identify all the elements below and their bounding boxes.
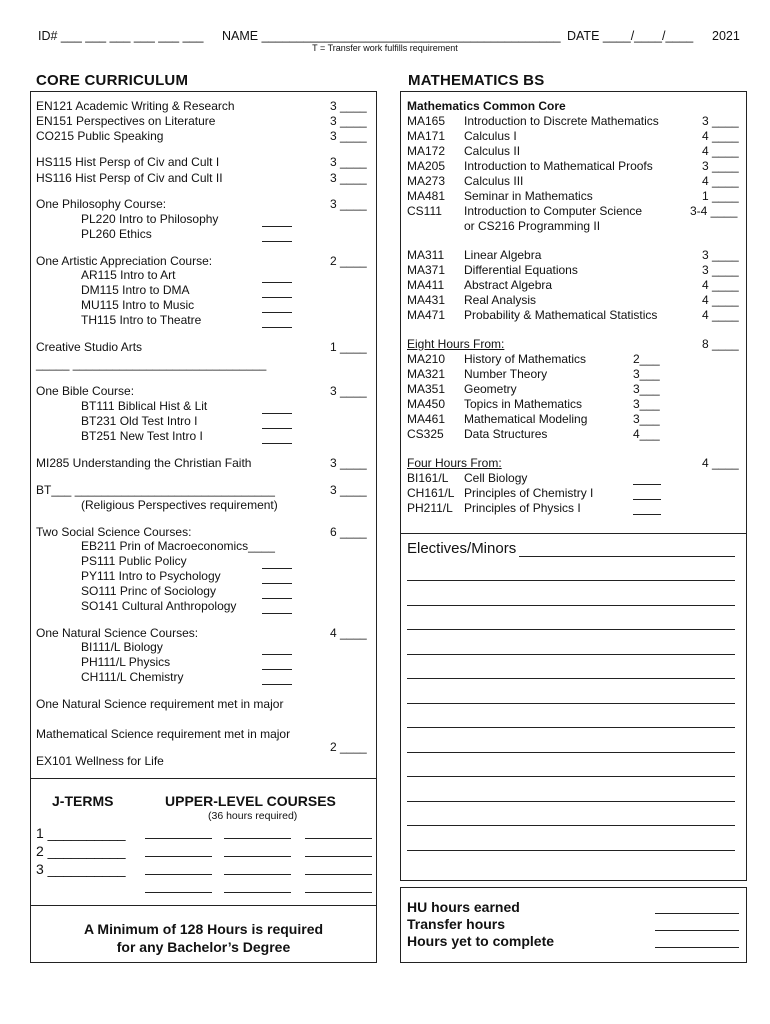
core-row: AR115 Intro to Art — [81, 268, 176, 282]
math-course-name: or CS216 Programming II — [464, 219, 601, 233]
credit-field[interactable]: 3 ____ — [330, 384, 367, 398]
electives-label: Electives/Minors — [407, 540, 517, 557]
four-hours-title: Four Hours From: — [407, 456, 502, 470]
math-course-name: Calculus I — [464, 129, 517, 143]
core-row: HS116 Hist Persp of Civ and Cult II — [36, 171, 223, 185]
upper-level-course-blank[interactable] — [305, 856, 372, 857]
math-course-code: MA273 — [407, 174, 446, 188]
elective-blank[interactable] — [407, 580, 735, 581]
math-credit-field[interactable]: 3___ — [633, 397, 660, 411]
elective-blank[interactable] — [407, 605, 735, 606]
course-blank[interactable] — [262, 598, 292, 599]
math-credit-field[interactable]: 3 ____ — [702, 263, 739, 277]
math-course-name: Calculus III — [464, 174, 524, 188]
credit-field[interactable]: 4 ____ — [330, 626, 367, 640]
core-row: CH111/L Chemistry — [81, 670, 184, 684]
math-credit-field[interactable]: 3___ — [633, 412, 660, 426]
core-row: TH115 Intro to Theatre — [81, 313, 202, 327]
math-course-code: MA471 — [407, 308, 446, 322]
math-course-name: Real Analysis — [464, 293, 537, 307]
core-row: One Philosophy Course: — [36, 197, 167, 211]
math-course-name: Differential Equations — [464, 263, 578, 277]
core-row: HS115 Hist Persp of Civ and Cult I — [36, 155, 220, 169]
core-row: Two Social Science Courses: — [36, 525, 192, 539]
core-row: SO141 Cultural Anthropology — [81, 599, 237, 613]
eight-hours-credit[interactable]: 8 ____ — [702, 337, 739, 351]
math-course-code: MA431 — [407, 293, 446, 307]
course-blank[interactable] — [262, 613, 292, 614]
math-course-code: CS111 — [407, 204, 442, 218]
core-row: PH111/L Physics — [81, 655, 171, 669]
math-course-code: MA321 — [407, 367, 446, 381]
upper-level-course-blank[interactable] — [145, 856, 212, 857]
math-credit-field[interactable]: 3 ____ — [702, 159, 739, 173]
upper-level-course-blank[interactable] — [305, 838, 372, 839]
math-course-name: Introduction to Mathematical Proofs — [464, 159, 653, 173]
upper-level-course-blank[interactable] — [224, 838, 291, 839]
transfer-note: T = Transfer work fulfills requirement — [312, 43, 458, 53]
course-blank[interactable] — [262, 654, 292, 655]
core-row: EN151 Perspectives on Literature — [36, 114, 216, 128]
elective-blank[interactable] — [407, 727, 735, 728]
math-credit-field[interactable]: 4 ____ — [702, 308, 739, 322]
math-course-code: MA210 — [407, 352, 446, 366]
course-blank[interactable] — [262, 282, 292, 283]
math-course-code: MA461 — [407, 412, 446, 426]
upper-level-title: UPPER-LEVEL COURSES — [165, 793, 336, 809]
course-blank[interactable] — [262, 684, 292, 685]
core-row: BI111/L Biology — [81, 640, 163, 654]
core-row: One Bible Course: — [36, 384, 135, 398]
four-hours-course-blank[interactable] — [633, 514, 661, 515]
hours-labels — [407, 899, 554, 950]
math-course-code: CH161/L — [407, 486, 455, 500]
math-credit-field[interactable]: 3___ — [633, 382, 660, 396]
math-course-code: MA205 — [407, 159, 446, 173]
math-credit-field[interactable]: 4 ____ — [702, 278, 739, 292]
credit-field[interactable]: 3 ____ — [330, 197, 367, 211]
date-field[interactable]: DATE ____/____/____ — [567, 29, 694, 43]
transfer-hours-field[interactable] — [655, 930, 739, 931]
math-course-code: MA171 — [407, 129, 446, 143]
course-blank[interactable] — [262, 568, 292, 569]
math-course-name: History of Mathematics — [464, 352, 587, 366]
course-blank[interactable] — [262, 413, 292, 414]
course-blank[interactable] — [262, 312, 292, 313]
math-credit-field[interactable]: 4 ____ — [702, 144, 739, 158]
elective-blank[interactable] — [407, 801, 735, 802]
credit-field[interactable]: 1 ____ — [330, 340, 367, 354]
hours-yet-field[interactable] — [655, 947, 739, 948]
math-common-core-title: Mathematics Common Core — [407, 99, 566, 113]
elective-blank[interactable] — [407, 776, 735, 777]
footer-divider — [30, 905, 377, 906]
core-divider — [30, 778, 377, 779]
upper-level-course-blank[interactable] — [224, 892, 291, 893]
math-credit-field[interactable]: 3 ____ — [702, 248, 739, 262]
core-row: EN121 Academic Writing & Research — [36, 99, 235, 113]
credit-field[interactable]: 3 ____ — [330, 171, 367, 185]
math-course-name: Data Structures — [464, 427, 548, 441]
core-row: BT231 Old Test Intro I — [81, 414, 198, 428]
electives-divider — [400, 533, 747, 534]
core-row: PL260 Ethics — [81, 227, 152, 241]
math-course-code: MA411 — [407, 278, 445, 292]
credit-field[interactable]: 2 ____ — [330, 254, 367, 268]
math-credit-field[interactable]: 3-4 ____ — [690, 204, 738, 218]
math-course-name: Mathematical Modeling — [464, 412, 588, 426]
math-credit-field[interactable]: 3___ — [633, 367, 660, 381]
course-blank[interactable] — [262, 327, 292, 328]
math-course-name: Geometry — [464, 382, 517, 396]
core-row: PS111 Public Policy — [81, 554, 187, 568]
math-course-code: CS325 — [407, 427, 444, 441]
math-course-name: Topics in Mathematics — [464, 397, 583, 411]
four-hours-course-blank[interactable] — [633, 484, 661, 485]
core-row: Creative Studio Arts — [36, 340, 143, 354]
upper-level-course-blank[interactable] — [224, 856, 291, 857]
math-course-name: Principles of Chemistry I — [464, 486, 594, 500]
course-blank[interactable] — [262, 583, 292, 584]
elective-blank[interactable] — [407, 678, 735, 679]
credit-field[interactable]: 3 ____ — [330, 99, 367, 113]
math-course-name: Principles of Physics I — [464, 501, 581, 515]
core-row: One Artistic Appreciation Course: — [36, 254, 213, 268]
upper-level-subtitle: (36 hours required) — [208, 810, 298, 822]
transfer-hours-label: Transfer hours — [407, 916, 506, 932]
four-hours-course-blank[interactable] — [633, 499, 661, 500]
core-row: _____ _____________________________ — [36, 357, 267, 371]
core-row: MU115 Intro to Music — [81, 298, 195, 312]
elective-blank[interactable] — [407, 825, 735, 826]
core-row: BT111 Biblical Hist & Lit — [81, 399, 208, 413]
math-course-name: Introduction to Discrete Mathematics — [464, 114, 659, 128]
credit-field[interactable]: 6 ____ — [330, 525, 367, 539]
core-row: PL220 Intro to Philosophy — [81, 212, 219, 226]
eight-hours-title: Eight Hours From: — [407, 337, 505, 351]
year-label: 2021 — [712, 29, 740, 43]
hu-hours-earned-field[interactable] — [655, 913, 739, 914]
upper-level-course-blank[interactable] — [145, 874, 212, 875]
math-course-code: MA351 — [407, 382, 446, 396]
j-term-3[interactable]: 3 __________ — [36, 861, 126, 877]
mathematics-bs-title: MATHEMATICS BS — [408, 72, 545, 89]
math-credit-field[interactable]: 2___ — [633, 352, 660, 366]
credit-field[interactable]: 3 ____ — [330, 114, 367, 128]
j-terms-title: J-TERMS — [52, 793, 114, 809]
j-term-2[interactable]: 2 __________ — [36, 843, 126, 859]
j-term-1[interactable]: 1 __________ — [36, 825, 126, 841]
core-row: SO111 Princ of Sociology — [81, 584, 216, 598]
elective-blank[interactable] — [407, 629, 735, 630]
core-row: PY111 Intro to Psychology — [81, 569, 221, 583]
credit-field[interactable]: 3 ____ — [330, 129, 367, 143]
elective-blank[interactable] — [407, 850, 735, 851]
math-course-name: Linear Algebra — [464, 248, 542, 262]
minimum-hours-line-2: for any Bachelor’s Degree — [116, 939, 291, 955]
elective-blank[interactable] — [407, 654, 735, 655]
math-credit-field[interactable]: 1 ____ — [702, 189, 739, 203]
math-course-code: MA481 — [407, 189, 446, 203]
math-credit-field[interactable]: 4 ____ — [702, 174, 739, 188]
math-course-code: MA311 — [407, 248, 445, 262]
minimum-hours-line-1: A Minimum of 128 Hours is required — [83, 921, 324, 937]
j-terms-list — [36, 824, 126, 878]
elective-blank[interactable] — [407, 752, 735, 753]
core-row: Mathematical Science requirement met in major — [36, 727, 291, 741]
upper-level-course-blank[interactable] — [145, 838, 212, 839]
core-row: EB211 Prin of Macroeconomics____ — [81, 539, 275, 553]
upper-level-course-blank[interactable] — [305, 892, 372, 893]
elective-blank[interactable] — [407, 703, 735, 704]
core-row: One Natural Science requirement met in major — [36, 697, 284, 711]
credit-field[interactable]: 3 ____ — [330, 456, 367, 470]
upper-level-course-blank[interactable] — [305, 874, 372, 875]
math-credit-field[interactable]: 4___ — [633, 427, 660, 441]
core-row: BT___ ______________________________ — [36, 483, 275, 497]
math-course-name: Calculus II — [464, 144, 521, 158]
minimum-hours-note — [30, 920, 377, 956]
math-course-name: Abstract Algebra — [464, 278, 553, 292]
math-course-code: MA172 — [407, 144, 446, 158]
math-course-name: Probability & Mathematical Statistics — [464, 308, 658, 322]
credit-field[interactable]: 2 ____ — [330, 740, 367, 754]
math-course-code: PH211/L — [407, 501, 453, 515]
core-curriculum-title: CORE CURRICULUM — [36, 72, 189, 89]
credit-field[interactable]: 3 ____ — [330, 483, 367, 497]
four-hours-credit[interactable]: 4 ____ — [702, 456, 739, 470]
course-blank[interactable] — [262, 297, 292, 298]
hu-hours-earned-label: HU hours earned — [407, 899, 520, 915]
core-row: MI285 Understanding the Christian Faith — [36, 456, 252, 470]
math-course-code: MA165 — [407, 114, 446, 128]
course-blank[interactable] — [262, 443, 292, 444]
math-course-name: Seminar in Mathematics — [464, 189, 593, 203]
math-credit-field[interactable]: 3 ____ — [702, 114, 739, 128]
math-course-name: Introduction to Computer Science — [464, 204, 643, 218]
core-row: (Religious Perspectives requirement) — [81, 498, 278, 512]
math-course-name: Number Theory — [464, 367, 548, 381]
upper-level-course-blank[interactable] — [224, 874, 291, 875]
core-row: CO215 Public Speaking — [36, 129, 164, 143]
core-row: DM115 Intro to DMA — [81, 283, 190, 297]
course-blank[interactable] — [262, 428, 292, 429]
math-course-code: BI161/L — [407, 471, 449, 485]
course-blank[interactable] — [262, 241, 292, 242]
course-blank[interactable] — [262, 226, 292, 227]
electives-title — [407, 540, 516, 557]
credit-field[interactable]: 3 ____ — [330, 155, 367, 169]
core-row: One Natural Science Courses: — [36, 626, 199, 640]
math-course-name: Cell Biology — [464, 471, 528, 485]
core-row: BT251 New Test Intro I — [81, 429, 203, 443]
electives-title-blank[interactable] — [519, 556, 735, 557]
math-course-code: MA450 — [407, 397, 446, 411]
student-name-field[interactable]: NAME ___________________________________________ — [222, 29, 561, 43]
upper-level-course-blank[interactable] — [145, 892, 212, 893]
core-row: EX101 Wellness for Life — [36, 754, 164, 768]
course-blank[interactable] — [262, 669, 292, 670]
math-credit-field[interactable]: 4 ____ — [702, 293, 739, 307]
hours-yet-label: Hours yet to complete — [407, 933, 555, 949]
math-course-code: MA371 — [407, 263, 446, 277]
math-credit-field[interactable]: 4 ____ — [702, 129, 739, 143]
student-id-field[interactable]: ID# ___ ___ ___ ___ ___ ___ — [38, 29, 204, 43]
